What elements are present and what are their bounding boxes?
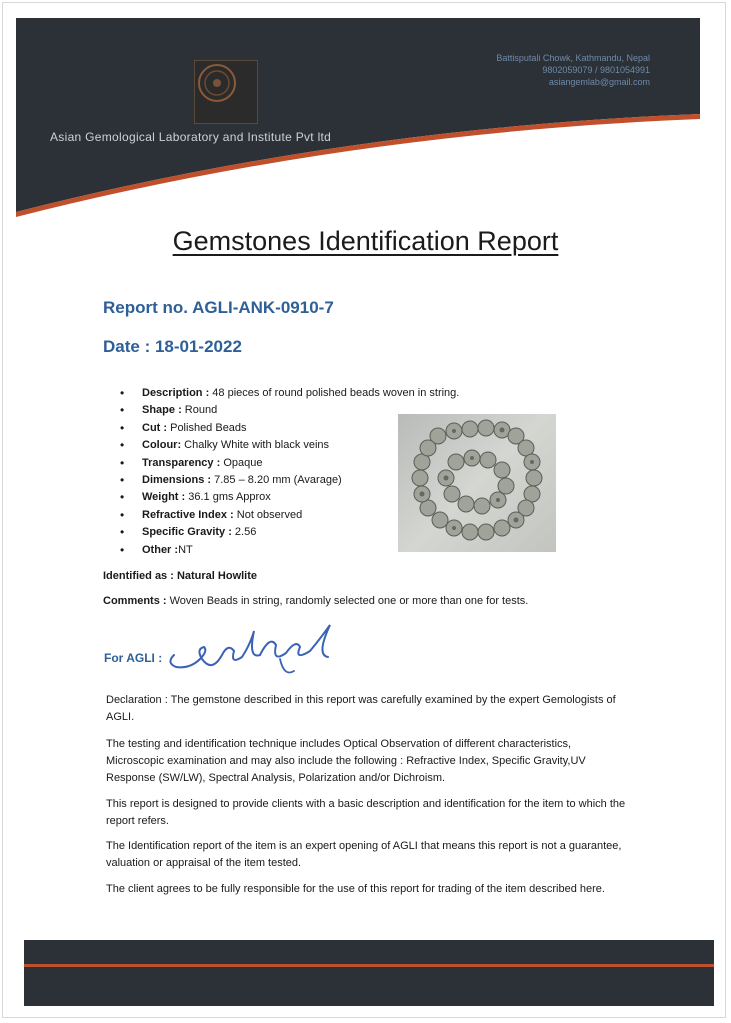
property-colour: • Colour: Chalky White with black veins bbox=[120, 437, 459, 454]
testing-paragraph: The testing and identification technique includes Optical Observation of different characteristics, Microscopic examination and may also include the following : Refractive Index, Specific Gravity,UV Response (SW/LW), Spectral Analysis, Polarization and/or Dichroism. bbox=[106, 738, 586, 784]
header-banner bbox=[16, 18, 700, 218]
responsibility-paragraph: The client agrees to be fully responsible for the use of this report for trading of the item described here. bbox=[106, 883, 605, 895]
footer-bar bbox=[24, 940, 714, 1006]
contact-email: asiangemlab@gmail.com bbox=[548, 77, 650, 87]
contact-phone: 9802059079 / 9801054991 bbox=[542, 65, 650, 75]
banner-shape bbox=[16, 18, 700, 218]
property-shape: • Shape : Round bbox=[120, 402, 459, 419]
signature-label: For AGLI : bbox=[104, 651, 163, 665]
property-refractive-index: • Refractive Index : Not observed bbox=[120, 507, 459, 524]
property-other: • Other :NT bbox=[120, 542, 459, 559]
declaration-paragraph: Declaration : The gemstone described in this report was carefully examined by the expert Gemologists of AGLI. bbox=[106, 694, 616, 723]
identified-as: Identified as : Natural Howlite bbox=[103, 570, 258, 582]
disclaimer-paragraph: The Identification report of the item is an expert opening of AGLI that means this report is not a guarantee, valuation or appraisal of the item tested. bbox=[106, 840, 622, 869]
contact-info bbox=[496, 52, 650, 88]
property-transparency: • Transparency : Opaque bbox=[120, 455, 459, 472]
company-logo-icon bbox=[194, 60, 258, 124]
comments: Comments : Woven Beads in string, randomly selected one or more than one for tests. bbox=[103, 595, 529, 607]
signature-mark bbox=[160, 615, 360, 690]
property-specific-gravity: • Specific Gravity : 2.56 bbox=[120, 524, 459, 541]
property-weight: • Weight : 36.1 gms Approx bbox=[120, 489, 459, 506]
property-cut: • Cut : Polished Beads bbox=[120, 420, 459, 437]
property-description: • Description : 48 pieces of round polished beads woven in string. bbox=[120, 385, 459, 402]
company-name: Asian Gemological Laboratory and Institute Pvt ltd bbox=[50, 130, 332, 144]
footer-accent-line bbox=[24, 964, 714, 967]
page-title: Gemstones Identification Report bbox=[172, 226, 559, 256]
contact-address: Battisputali Chowk, Kathmandu, Nepal bbox=[496, 53, 650, 63]
purpose-paragraph: This report is designed to provide clients with a basic description and identification for the item to which the report refers. bbox=[106, 798, 626, 827]
report-number: Report no. AGLI-ANK-0910-7 bbox=[103, 298, 334, 317]
property-dimensions: • Dimensions : 7.85 – 8.20 mm (Avarage) bbox=[120, 472, 459, 489]
report-date: Date : 18-01-2022 bbox=[103, 337, 242, 356]
gemstone-beads-photo bbox=[398, 414, 556, 552]
